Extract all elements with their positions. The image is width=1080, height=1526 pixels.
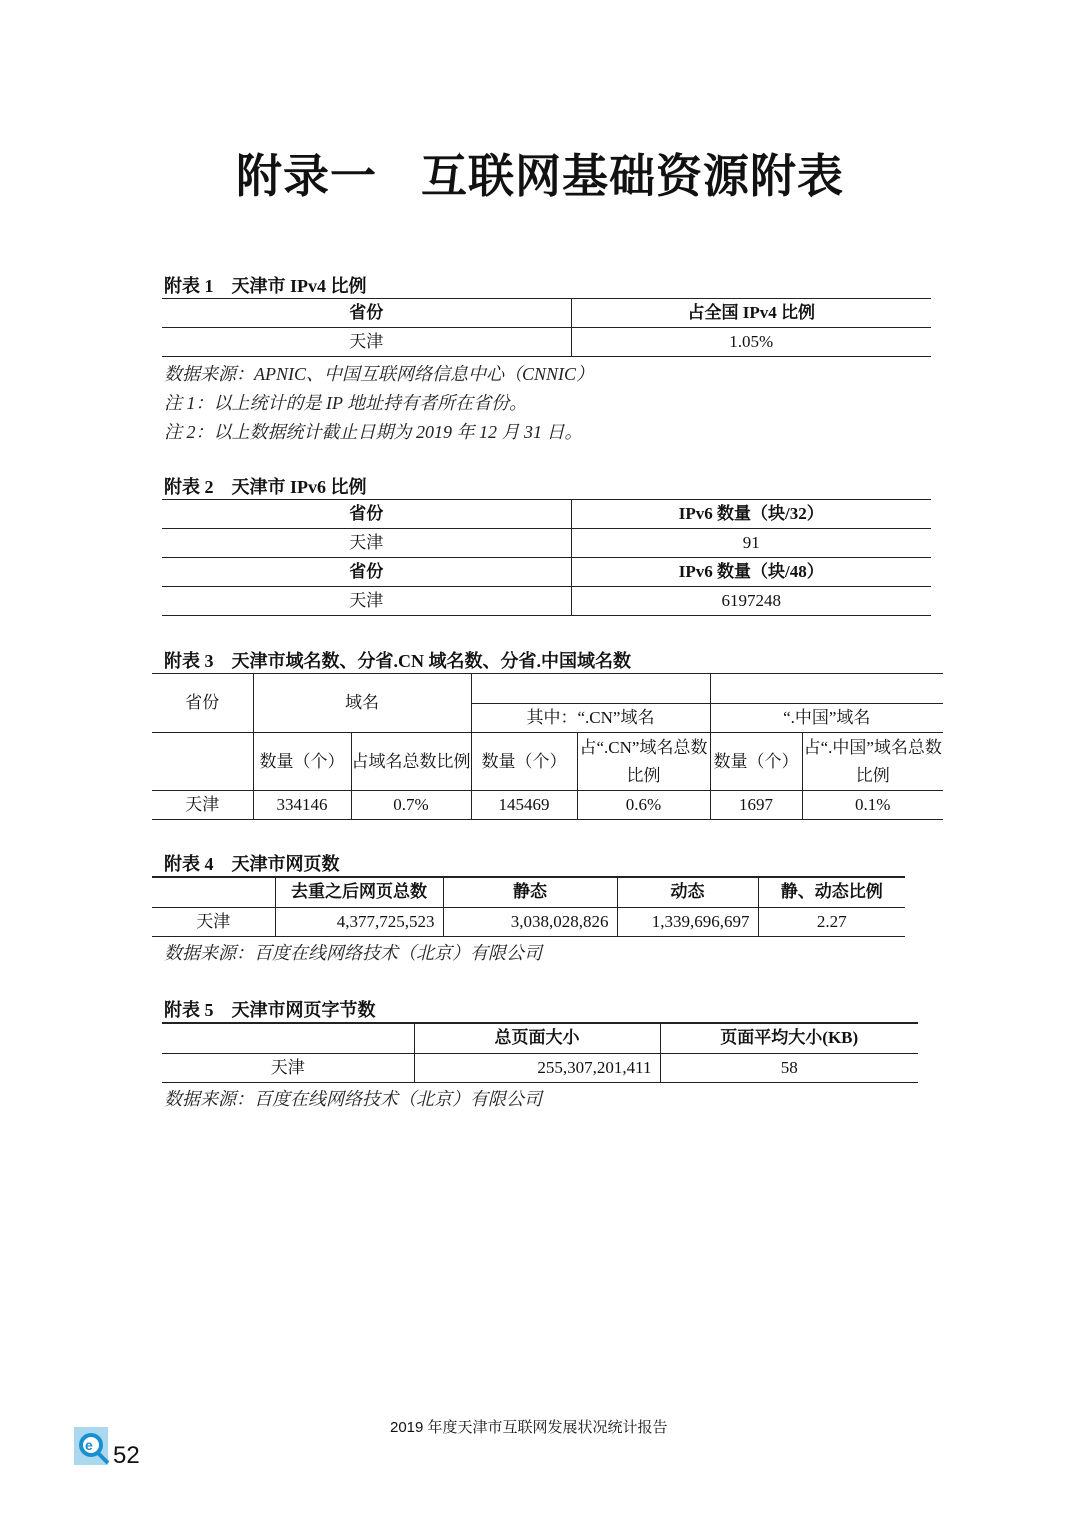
- table1: [162, 298, 931, 357]
- header-zh: “.中国”域名: [710, 703, 943, 733]
- cell: 91: [571, 529, 931, 558]
- title-part1: 附录一: [236, 151, 377, 202]
- table1-caption: 附表 1 天津市 IPv4 比例: [164, 276, 367, 296]
- table2: [162, 499, 931, 616]
- header-cell: 页面平均大小(KB): [660, 1023, 918, 1053]
- cell: 0.1%: [802, 791, 943, 820]
- header-cn: 其中：“.CN”域名: [471, 703, 710, 733]
- table4-caption: 附表 4 天津市网页数: [164, 854, 340, 874]
- header-cell: 省份: [162, 500, 571, 529]
- header-cell: 占全国 IPv4 比例: [571, 299, 931, 328]
- table3-caption: 附表 3 天津市域名数、分省.CN 域名数、分省.中国域名数: [164, 651, 631, 671]
- page-title: [0, 140, 1080, 206]
- cell: 天津: [162, 328, 571, 357]
- sub-header: 数量（个）: [471, 733, 577, 791]
- sub-header: 占“.中国”域名总数比例: [802, 733, 943, 791]
- note: 数据来源：APNIC、中国互联网络信息中心（CNNIC）: [164, 364, 595, 384]
- cell: 3,038,028,826: [443, 907, 617, 936]
- cell: 1697: [710, 791, 802, 820]
- cell: 天津: [162, 529, 571, 558]
- header-cell: 省份: [162, 558, 571, 587]
- cell: 6197248: [571, 587, 931, 616]
- cell: 1.05%: [571, 328, 931, 357]
- cell: 天津: [162, 587, 571, 616]
- cell: 145469: [471, 791, 577, 820]
- cell: 天津: [162, 1053, 414, 1082]
- report-logo-icon: [74, 1427, 108, 1465]
- header-domain: 域名: [253, 674, 471, 733]
- table5-caption: 附表 5 天津市网页字节数: [164, 1000, 376, 1020]
- header-cell: 静态: [443, 877, 617, 907]
- cell: 0.7%: [351, 791, 471, 820]
- cell: 1,339,696,697: [617, 907, 758, 936]
- cell: 2.27: [758, 907, 905, 936]
- header-cell: 省份: [162, 299, 571, 328]
- cell: 4,377,725,523: [275, 907, 443, 936]
- sub-header: 占域名总数比例: [351, 733, 471, 791]
- header-cell: IPv6 数量（块/48）: [571, 558, 931, 587]
- cell: 255,307,201,411: [414, 1053, 660, 1082]
- table4-source: 数据来源：百度在线网络技术（北京）有限公司: [164, 943, 542, 963]
- header-cell: 动态: [617, 877, 758, 907]
- header-province: 省份: [152, 674, 253, 733]
- cell: 天津: [152, 791, 253, 820]
- header-cell: 总页面大小: [414, 1023, 660, 1053]
- svg-text:e: e: [85, 1437, 93, 1453]
- header-cell: 静、动态比例: [758, 877, 905, 907]
- table5-source: 数据来源：百度在线网络技术（北京）有限公司: [164, 1089, 542, 1109]
- header-cell: [152, 877, 275, 907]
- page-number: 52: [113, 1442, 140, 1469]
- cell: 58: [660, 1053, 918, 1082]
- report-footer: 2019 年度天津市互联网发展状况统计报告: [390, 1419, 668, 1436]
- table2-caption: 附表 2 天津市 IPv6 比例: [164, 477, 367, 497]
- cell: 天津: [152, 907, 275, 936]
- table4: [152, 876, 905, 937]
- cell: 0.6%: [577, 791, 710, 820]
- header-cell: IPv6 数量（块/32）: [571, 500, 931, 529]
- header-cell: 去重之后网页总数: [275, 877, 443, 907]
- table5: [162, 1022, 918, 1083]
- table3: [152, 673, 943, 820]
- sub-header: 数量（个）: [253, 733, 351, 791]
- note: 注 1：以上统计的是 IP 地址持有者所在省份。: [164, 393, 528, 413]
- sub-header: 占“.CN”域名总数比例: [577, 733, 710, 791]
- sub-header: 数量（个）: [710, 733, 802, 791]
- cell: 334146: [253, 791, 351, 820]
- header-cell: [162, 1023, 414, 1053]
- title-part2: 互联网基础资源附表: [421, 151, 844, 202]
- note: 注 2：以上数据统计截止日期为 2019 年 12 月 31 日。: [164, 422, 583, 442]
